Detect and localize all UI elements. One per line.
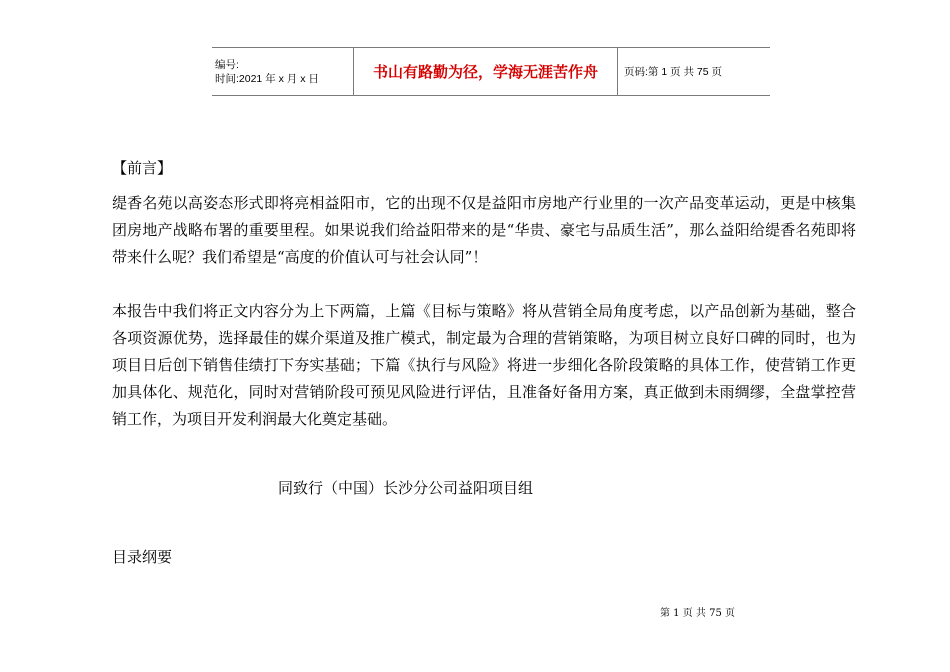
code-label: 编号: (215, 58, 239, 71)
document-header (212, 47, 770, 96)
paragraph-intro: 缇香名苑以高姿态形式即将亮相益阳市，它的出现不仅是益阳市房地产行业里的一次产品变革运动，更是中核集团房地产战略布署的重要里程。如果说我们给益阳带来的是“华贵、豪宅与品质生活”，那么益阳给缇香名苑即将带来什么呢？我们希望是“高度的价值认可与社会认同”！ (112, 194, 856, 266)
header-motto: 书山有路勤为径，学海无涯苦作舟 (354, 48, 618, 95)
section-title: 【前言】 (112, 159, 173, 177)
page-footer: 第 1 页 共 75 页 (660, 608, 735, 619)
paragraph-report-structure: 本报告中我们将正文内容分为上下两篇，上篇《目标与策略》将从营销全局角度考虑，以产品创新为基础，整合各项资源优势，选择最佳的媒介渠道及推广模式，制定最为合理的营销策略，为项目树立良好口碑的同时，也为项目日后创下销售佳绩打下夯实基础；下篇《执行与风险》将进一步细化各阶段策略的具体工作，使营销工作更加具体化、规范化，同时对营销阶段可预见风险进行评估，且准备好备用方案，真正做到未雨绸缪，全盘掌控营销工作，为项目开发利润最大化奠定基础。 (112, 302, 856, 428)
signature: 同致行（中国）长沙分公司益阳项目组 (278, 479, 534, 497)
header-meta (212, 48, 354, 95)
header-page-info: 页码:第 1 页 共 75 页 (624, 66, 723, 78)
time-label: 时间:2021 年 x 月 x 日 (215, 72, 319, 85)
toc-title: 目录纲要 (112, 548, 173, 566)
